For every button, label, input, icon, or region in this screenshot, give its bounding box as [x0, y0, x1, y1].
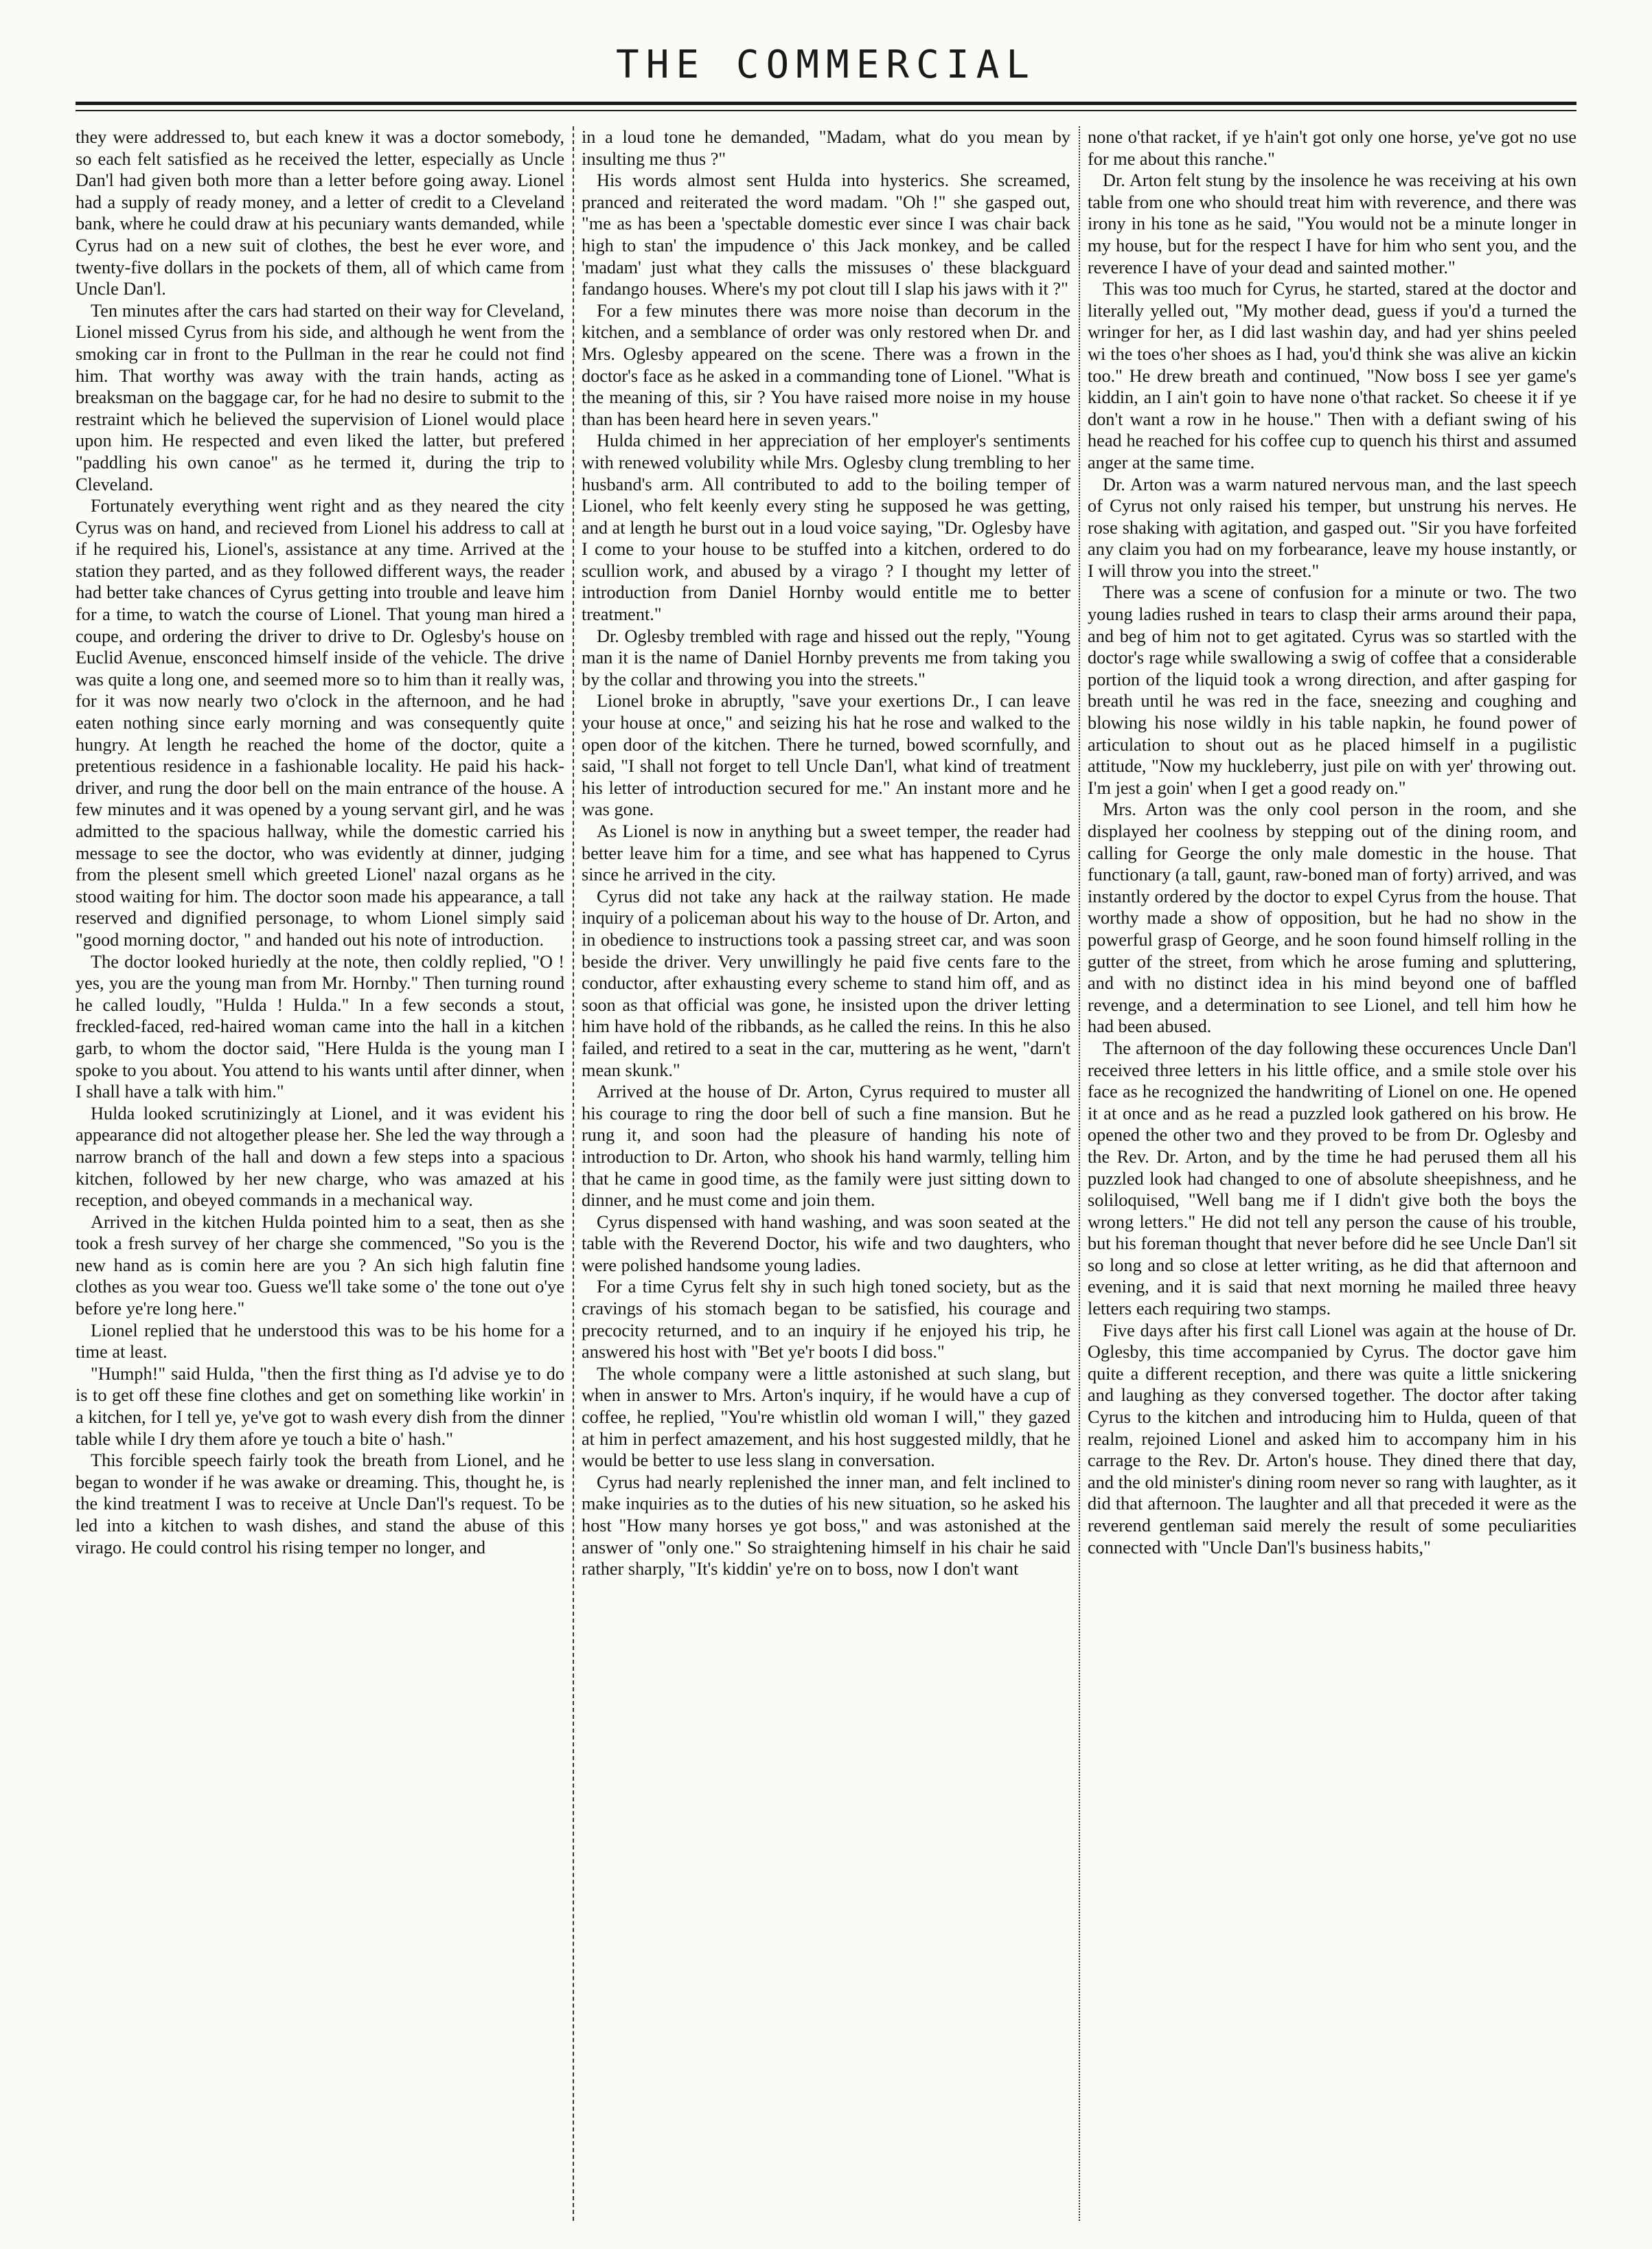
article-paragraph: Hulda chimed in her appreciation of her employer's sentiments with renewed volubility while Mrs. Oglesby clung trembling to her husband's arm. All contributed to add to the boiling temper of Lionel, who felt keenly every sting he supposed he was getting, and at length he burst out in a loud voice saying, "Dr. Oglesby have I come to your house to be stuffed into a kitchen, ordered to do scullion work, and abused by a virago ? I thought my letter of introduction from Daniel Hornby would entitle me to better treatment." — [582, 431, 1070, 625]
article-paragraph: in a loud tone he demanded, "Madam, what do you mean by insulting me thus ?" — [582, 127, 1070, 169]
masthead-title: THE COMMERCIAL — [615, 43, 1036, 87]
article-paragraph: This forcible speech fairly took the breath from Lionel, and he began to wonder if he was awake or dreaming. This, thought he, is the kind treatment I was to receive at Uncle Dan'l's request. To be led into a kitchen to wash dishes, and stand the abuse of this virago. He could control his rising temper no longer, and — [76, 1450, 564, 1557]
column-divider — [1070, 126, 1088, 2221]
article-paragraph: Dr. Arton felt stung by the insolence he was receiving at his own table from one who should treat him with reverence, and there was irony in his tone as he said, "You would not be a minute longer in my house, but for the respect I have for him who sent you, and the reverence I have of your dead and sainted mother." — [1088, 170, 1576, 277]
article-paragraph: they were addressed to, but each knew it was a doctor somebody, so each felt satisfied as he received the letter, especially as Uncle Dan'l had given both more than a letter before going away. Lionel had a supply of ready money, and a letter of credit to a Cleveland bank, where he could draw at his pecuniary wants demanded, while Cyrus had on a new suit of clothes, the best he ever wore, and twenty-five dollars in the pockets of them, all of which came from Uncle Dan'l. — [76, 127, 564, 299]
article-paragraph: none o'that racket, if ye h'ain't got only one horse, ye've got no use for me about this ranche." — [1088, 127, 1576, 169]
article-paragraph: Mrs. Arton was the only cool person in the room, and she displayed her coolness by stepping out of the dining room, and calling for George the only male domestic in the house. That functionary (a tall, gaunt, raw-boned man of forty) arrived, and was instantly ordered by the doctor to expel Cyrus from the house. That worthy made a show of opposition, but he had no show in the powerful grasp of George, and he soon found himself rolling in the gutter of the street, from which he arose fuming and spluttering, and with no distinct idea in his mind beyond one of baffled revenge, and a determination to see Lionel, and tell him how he had been abused. — [1088, 799, 1576, 1037]
article-paragraph: "Humph!" said Hulda, "then the first thing as I'd advise ye to do is to get off these fine clothes and get on something like workin' in a kitchen, for I tell ye, ye've got to wash every dish from the dinner table while I dry them afore ye touch a bite o' hash." — [76, 1363, 564, 1449]
masthead-rule-thick — [76, 102, 1576, 105]
article-paragraph: Five days after his first call Lionel was again at the house of Dr. Oglesby, this time accompanied by Cyrus. The doctor gave him quite a different reception, and there was quite a little snickering and laughing as they conversed together. The doctor after taking Cyrus to the kitchen and introducing him to Hulda, queen of that realm, rejoined Lionel and asked him to accompany him in his carrage to the Rev. Dr. Arton's house. They dined there that day, and the old minister's dining room never so rang with laughter, as it did that afternoon. The laughter and all that preceded it were as the reverend gentleman said merely the result of some peculiarities connected with "Uncle Dan'l's business habits," — [1088, 1320, 1576, 1557]
article-paragraph: The afternoon of the day following these occurences Uncle Dan'l received three letters in his little office, and a smile stole over his face as he recognized the handwriting of Lionel on one. He opened it at once and as he read a puzzled look gathered on his brow. He opened the other two and they proved to be from Dr. Oglesby and the Rev. Dr. Arton, and by the time he had perused them all his puzzled look had changed to one of absolute sheepishness, and he soliloquised, "Well bang me if I didn't give both the boys the wrong letters." He did not tell any person the cause of his trouble, but his foreman thought that never before did he see Uncle Dan'l sit so long and so close at letter writing, as he did that afternoon and evening, and it is said that next morning he mailed three heavy letters each requiring two stamps. — [1088, 1038, 1576, 1319]
column-divider — [564, 126, 582, 2221]
article-paragraph: Cyrus had nearly replenished the inner man, and felt inclined to make inquiries as to the duties of his new situation, so he asked his host "How many horses ye got boss," and was astonished at the answer of "only one." So straightening himself in his chair he said rather sharply, "It's kiddin' ye're on to boss, now I don't want — [582, 1472, 1070, 1579]
article-columns — [76, 126, 1576, 2221]
article-column-1 — [76, 126, 564, 2221]
article-paragraph: For a time Cyrus felt shy in such high toned society, but as the cravings of his stomach began to be satisfied, his courage and precocity returned, and to an inquiry if he enjoyed his trip, he answered his host with "Bet ye'r boots I did boss." — [582, 1277, 1070, 1362]
article-paragraph: As Lionel is now in anything but a sweet temper, the reader had better leave him for a time, and see what has happened to Cyrus since he arrived in the city. — [582, 821, 1070, 885]
article-paragraph: There was a scene of confusion for a minute or two. The two young ladies rushed in tears to clasp their arms around their papa, and beg of him not to get agitated. Cyrus was so startled with the doctor's rage while swallowing a swig of coffee that a considerable portion of the liquid took a wrong direction, and after gasping for breath until he was red in the face, sneezing and coughing and blowing his nose wildly in his table napkin, he found power of articulation to shout out as he placed himself in a pugilistic attitude, "Now my huckleberry, just pile on with yer' throwing out. I'm jest a goin' when I get a good ready on." — [1088, 582, 1576, 798]
article-paragraph: Ten minutes after the cars had started on their way for Cleveland, Lionel missed Cyrus from his side, and although he went from the smoking car in front to the Pullman in the rear he could not find him. That worthy was away with the train hands, acting as breaksman on the baggage car, for he had no desire to submit to the restraint which he believed the supervision of Lionel would place upon him. He respected and even liked the latter, but prefered "paddling his own canoe" as he termed it, during the trip to Cleveland. — [76, 300, 564, 494]
article-paragraph: Lionel broke in abruptly, "save your exertions Dr., I can leave your house at once," and seizing his hat he rose and walked to the open door of the kitchen. There he turned, bowed scornfully, and said, "I shall not forget to tell Uncle Dan'l, what kind of treatment his letter of introduction secured for me." An instant more and he was gone. — [582, 691, 1070, 820]
masthead-rule-thin — [76, 110, 1576, 111]
article-paragraph: Arrived in the kitchen Hulda pointed him to a seat, then as she took a fresh survey of her charge she commenced, "So you is the new hand as is comin here are you ? An sich high falutin fine clothes as you wear too. Guess we'll take some o' the tone out o'ye before ye're long here." — [76, 1211, 564, 1319]
article-paragraph: His words almost sent Hulda into hysterics. She screamed, pranced and reiterated the word madam. "Oh !" she gasped out, "me as has been a 'spectable domestic ever since I was chair back high to stan' the impudence o' this Jack monkey, and be called 'madam' just what they calls the missuses o' these blackguard fandango houses. Where's my pot clout till I slap his jaws with it ?" — [582, 170, 1070, 299]
article-paragraph: Dr. Oglesby trembled with rage and hissed out the reply, "Young man it is the name of Daniel Hornby prevents me from taking you by the collar and throwing you into the streets." — [582, 626, 1070, 689]
article-paragraph: For a few minutes there was more noise than decorum in the kitchen, and a semblance of order was only restored when Dr. and Mrs. Oglesby appeared on the scene. There was a frown in the doctor's face as he asked in a commanding tone of Lionel. "What is the meaning of this, sir ? You have raised more noise in my house than has been heard here in seven years." — [582, 300, 1070, 429]
article-paragraph: Fortunately everything went right and as they neared the city Cyrus was on hand, and recieved from Lionel his address to call at if he required his, Lionel's, assistance at any time. Arrived at the station they parted, and as they followed different ways, the reader had better take chances of Cyrus getting into trouble and leave him for a time, to watch the course of Lionel. That young man hired a coupe, and ordering the driver to drive to Dr. Oglesby's house on Euclid Avenue, ensconced himself inside of the vehicle. The drive was quite a long one, and seemed more so to him than it really was, for it was now nearly two o'clock in the afternoon, and he had eaten nothing since early morning and was consequently quite hungry. At length he reached the home of the doctor, quite a pretentious residence in a fashionable locality. He paid his hack-driver, and rung the door bell on the main entrance of the house. A few minutes and it was opened by a young servant girl, and he was admitted to the spacious hallway, while the domestic carried his message to see the doctor, who was evidently at dinner, judging from the plesent smell which greeted Lionel' nazal organs as he stood waiting for him. The doctor soon made his appearance, a tall reserved and dignified personage, to whom Lionel simply said "good morning doctor, " and handed out his note of introduction. — [76, 496, 564, 950]
article-paragraph: Dr. Arton was a warm natured nervous man, and the last speech of Cyrus not only raised his temper, but unstrung his nerves. He rose shaking with agitation, and gasped out. "Sir you have forfeited any claim you had on my forbearance, leave my house instantly, or I will throw you into the street." — [1088, 474, 1576, 581]
article-paragraph: The doctor looked huriedly at the note, then coldly replied, "O ! yes, you are the young man from Mr. Hornby." Then turning round he called loudly, "Hulda ! Hulda." In a few seconds a stout, freckled-faced, red-haired woman came into the hall in a kitchen garb, to whom the doctor said, "Here Hulda is the young man I spoke to you about. You attend to his wants until after dinner, when I shall have a talk with him." — [76, 951, 564, 1102]
article-paragraph: The whole company were a little astonished at such slang, but when in answer to Mrs. Arton's inquiry, if he would have a cup of coffee, he replied, "You're whistlin old woman I will," they gazed at him in perfect amazement, and his host suggested mildly, that he would be better to use less slang in conversation. — [582, 1363, 1070, 1471]
article-column-3 — [1088, 126, 1576, 2221]
article-paragraph: This was too much for Cyrus, he started, stared at the doctor and literally yelled out, "My mother dead, guess if you'd a turned the wringer for her, as I did last washin day, and had yer shins peeled wi the toes o'her shoes as I had, you'd think she was alive an kickin too." He drew breath and continued, "Now boss I see yer game's kiddin, an I ain't goin to have none o'that racket. So cheese it if ye don't want a row in he house." Then with a defiant swing of his head he reached for his coffee cup to quench his thirst and assumed anger at the same time. — [1088, 279, 1576, 472]
article-column-2 — [582, 126, 1070, 2221]
article-paragraph: Arrived at the house of Dr. Arton, Cyrus required to muster all his courage to ring the door bell of such a fine mansion. But he rung it, and soon had the pleasure of handing his note of introduction to Dr. Arton, who shook his hand warmly, telling him that he came in good time, as the family were just sitting down to dinner, and he must come and join them. — [582, 1082, 1070, 1211]
article-paragraph: Hulda looked scrutinizingly at Lionel, and it was evident his appearance did not altogether please her. She led the way through a narrow branch of the hall and down a few steps into a spacious kitchen, followed by her new charge, who was amazed at his reception, and obeyed commands in a mechanical way. — [76, 1103, 564, 1211]
article-paragraph: Lionel replied that he understood this was to be his home for a time at least. — [76, 1320, 564, 1362]
article-paragraph: Cyrus did not take any hack at the railway station. He made inquiry of a policeman about his way to the house of Dr. Arton, and in obedience to instructions took a passing street car, and was soon beside the driver. Very unwillingly he paid five cents fare to the conductor, after exhausting every scheme to stand him off, and as soon as that official was gone, he insisted upon the driver letting him have hold of the ribbands, as he called the reins. In this he also failed, and retired to a seat in the car, muttering as he went, "darn't mean skunk." — [582, 886, 1070, 1080]
article-paragraph: Cyrus dispensed with hand washing, and was soon seated at the table with the Reverend Doctor, his wife and two daughters, who were polished handsome young ladies. — [582, 1211, 1070, 1275]
